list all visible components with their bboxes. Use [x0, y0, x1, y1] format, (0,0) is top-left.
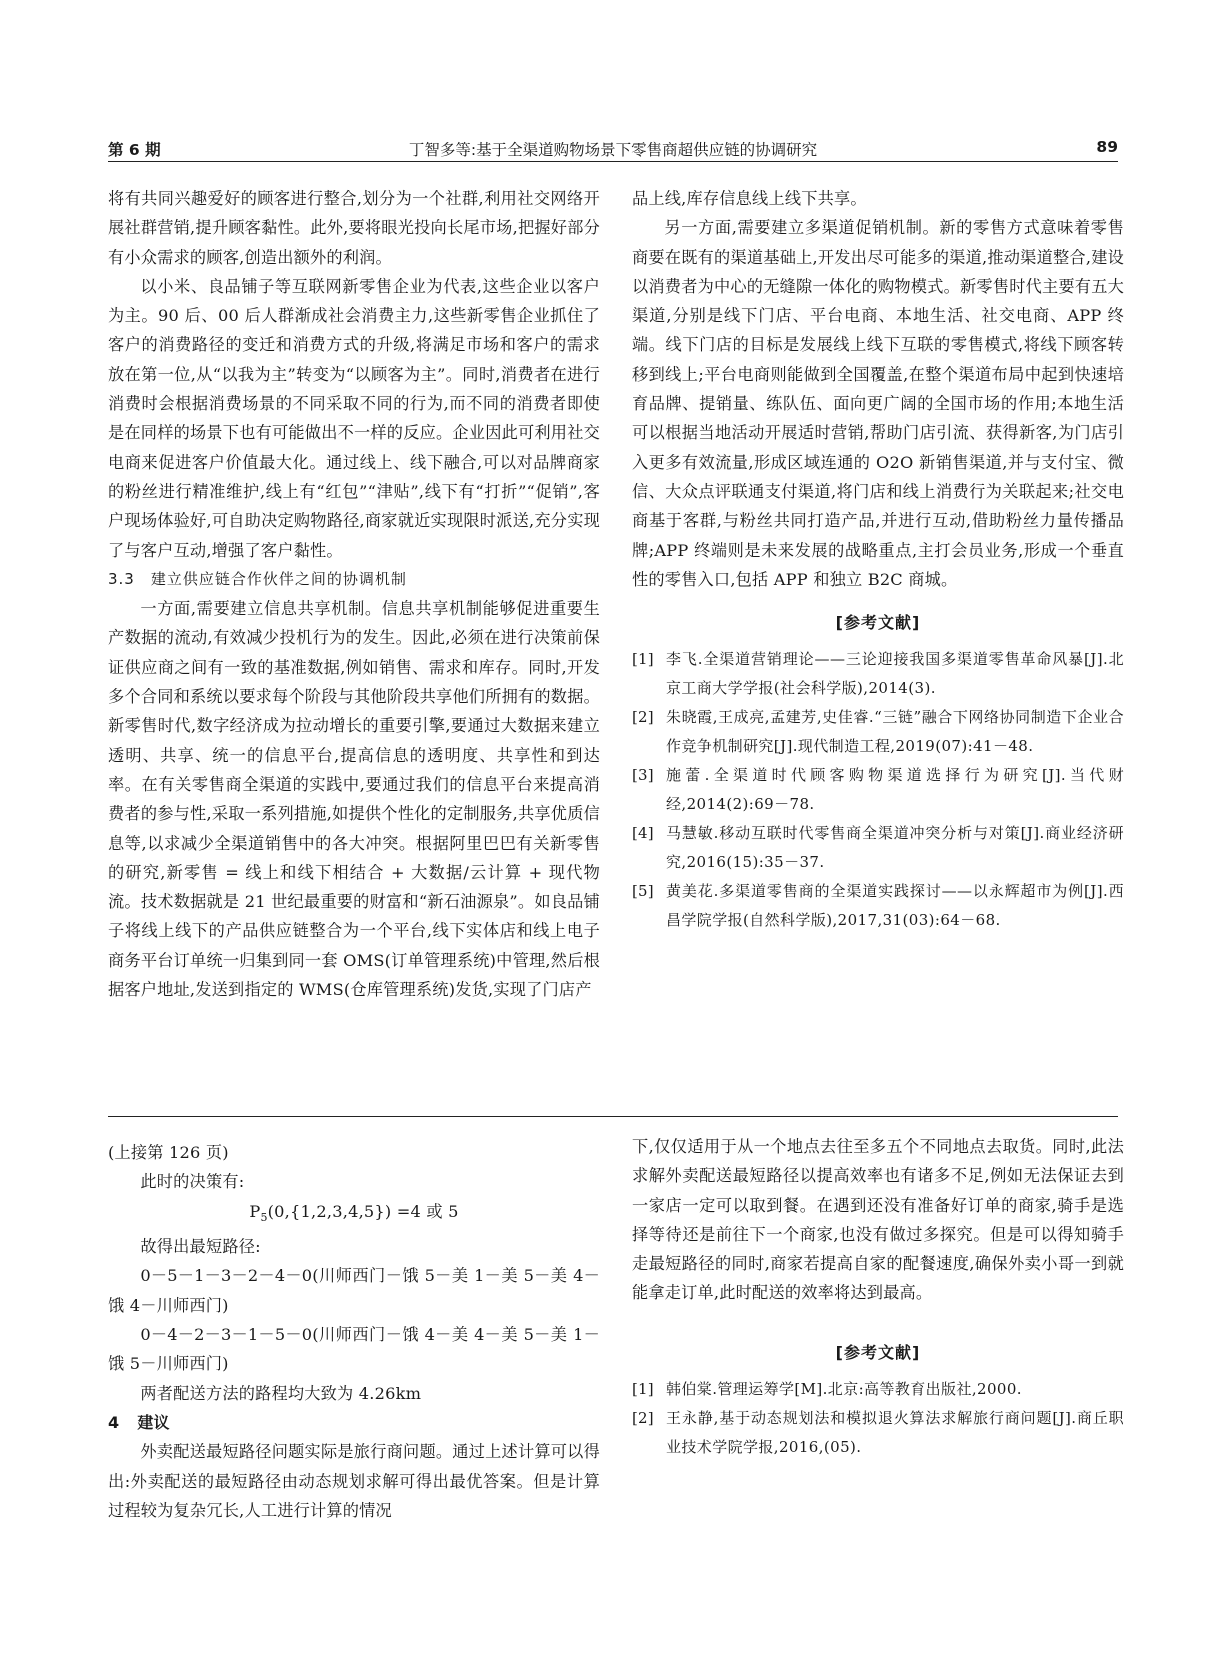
reference-item [632, 1375, 1124, 1404]
paragraph: 故得出最短路径: [140, 1237, 261, 1257]
references-title: [参考文献] [835, 613, 921, 633]
top-left-column [108, 184, 600, 1004]
formula-symbol: P [249, 1201, 261, 1221]
reference-text: 王永静,基于动态规划法和模拟退火算法求解旅行商问题[J].商丘职业技术学院学报,2016,(05). [666, 1409, 1124, 1457]
reference-number: [2] [632, 708, 654, 727]
reference-number: [1] [632, 1380, 654, 1399]
article-divider [108, 1116, 1118, 1117]
section-heading-4 [108, 1408, 600, 1437]
formula-subscript: 5 [260, 1210, 268, 1224]
route-one: 0－5－1－3－2－4－0(川师西门－饿 5－美 1－美 5－美 4－饿 4－川师西门) [108, 1266, 600, 1315]
paragraph: 外卖配送最短路径问题实际是旅行商问题。通过上述计算可以得出:外卖配送的最短路径由动态规划求解可得出最优答案。但是计算过程较为复杂冗长,人工进行计算的情况 [108, 1442, 600, 1520]
issue-number: 第 6 期 [108, 141, 161, 159]
paragraph: 以小米、良品铺子等互联网新零售企业为代表,这些企业以客户为主。90 后、00 后人群渐成社会消费主力,这些新零售企业抓住了客户的消费路径的变迁和消费方式的升级,将满足市场和客户的需求放在第一位,从“以我为主”转变为“以顾客为主”。同时,消费者在进行消费时会根据消费场景的不同采取不同的行为,而不同的消费者即使是在同样的场景下也有可能做出不一样的反应。企业因此可利用社交电商来促进客户价值最大化。通过线上、线下融合,可以对品牌商家的粉丝进行精准维护,线上有“红包”“津贴”,线下有“打折”“促销”,客户现场体验好,可自助决定购物路径,商家就近实现限时派送,充分实现了与客户互动,增强了客户黏性。 [108, 276, 600, 560]
bottom-right-column [632, 1132, 1124, 1462]
running-header [108, 136, 1118, 162]
paragraph: 此时的决策有: [140, 1172, 245, 1192]
paragraph: 另一方面,需要建立多渠道促销机制。新的零售方式意味着零售商要在既有的渠道基础上,开发出尽可能多的渠道,推动渠道整合,建设以消费者为中心的无缝隙一体化的购物模式。新零售时代主要有五大渠道,分别是线下门店、平台电商、本地生活、社交电商、APP 终端。线下门店的目标是发展线上线下互联的零售模式,将线下顾客转移到线上;平台电商则能做到全国覆盖,在整个渠道布局中起到快速培育品牌、提销量、练队伍、面向更广阔的全国市场的作用;本地生活可以根据当地活动开展适时营销,帮助门店引流、获得新客,为门店引入更多有效流量,形成区域连通的 O2O 新销售渠道,并与支付宝、微信、大众点评联通支付渠道,将门店和线上消费行为关联起来;社交电商基于客群,与粉丝共同打造产品,并进行互动,借助粉丝力量传播品牌;APP 终端则是未来发展的战略重点,主打会员业务,形成一个垂直性的零售入口,包括 APP 和独立 B2C 商城。 [632, 218, 1124, 589]
page-number: 89 [1096, 138, 1118, 156]
reference-item [632, 761, 1124, 819]
bottom-left-column [108, 1138, 600, 1525]
reference-number: [2] [632, 1409, 654, 1428]
paragraph: 一方面,需要建立信息共享机制。信息共享机制能够促进重要生产数据的流动,有效减少投机行为的发生。因此,必须在进行决策前保证供应商之间有一致的基准数据,例如销售、需求和库存。同时,开发多个合同和系统以要求每个阶段与其他阶段共享他们所拥有的数据。新零售时代,数字经济成为拉动增长的重要引擎,要通过大数据来建立透明、共享、统一的信息平台,提高信息的透明度、共享性和到达率。在有关零售商全渠道的实践中,要通过我们的信息平台来提高消费者的参与性,采取一系列措施,如提供个性化的定制服务,共享优质信息等,以求减少全渠道销售中的各大冲突。根据阿里巴巴有关新零售的研究,新零售 = 线上和线下相结合 + 大数据/云计算 + 现代物流。技术数据就是 21 世纪最重要的财富和“新石油源泉”。如良品铺子将线上线下的产品供应链整合为一个平台,线下实体店和线上电子商务平台订单统一归集到同一套 OMS(订单管理系统)中管理,然后根据客户地址,发送到指定的 WMS(仓库管理系统)发货,实现了门店产 [108, 599, 600, 1000]
continued-note: (上接第 126 页) [108, 1143, 229, 1162]
reference-text: 马慧敏.移动互联时代零售商全渠道冲突分析与对策[J].商业经济研究,2016(15):35－37. [666, 824, 1124, 872]
reference-number: [1] [632, 650, 654, 669]
reference-item [632, 703, 1124, 761]
reference-item [632, 877, 1124, 935]
reference-number: [5] [632, 882, 654, 901]
reference-item [632, 645, 1124, 703]
reference-number: [3] [632, 766, 654, 785]
reference-text: 李飞.全渠道营销理论——三论迎接我国多渠道零售革命风暴[J].北京工商大学学报(社会科学版),2014(3). [666, 650, 1124, 698]
paragraph: 将有共同兴趣爱好的顾客进行整合,划分为一个社群,利用社交网络开展社群营销,提升顾客黏性。此外,要将眼光投向长尾市场,把握好部分有小众需求的顾客,创造出额外的利润。 [108, 189, 600, 267]
paragraph: 品上线,库存信息线上线下共享。 [632, 189, 867, 208]
reference-list [632, 1375, 1124, 1462]
formula-body: (0,{1,2,3,4,5}) =4 或 5 [267, 1201, 459, 1221]
reference-text: 黄美花.多渠道零售商的全渠道实践探讨——以永辉超市为例[J].西昌学院学报(自然科学版),2017,31(03):64－68. [666, 882, 1124, 930]
reference-list [632, 645, 1124, 935]
running-title: 丁智多等:基于全渠道购物场景下零售商超供应链的协调研究 [408, 141, 818, 159]
references-title: [参考文献] [835, 1342, 921, 1362]
route-two: 0－4－2－3－1－5－0(川师西门－饿 4－美 4－美 5－美 1－饿 5－川师西门) [108, 1325, 600, 1374]
section-number: 4 [108, 1412, 120, 1432]
section-heading-3-3: 3.3 建立供应链合作伙伴之间的协调机制 [108, 569, 407, 588]
reference-text: 韩伯棠.管理运筹学[M].北京:高等教育出版社,2000. [666, 1380, 1022, 1399]
reference-item [632, 819, 1124, 877]
decision-formula [108, 1197, 600, 1233]
reference-item [632, 1404, 1124, 1462]
reference-text: 施蕾.全渠道时代顾客购物渠道选择行为研究[J].当代财经,2014(2):69－78. [666, 766, 1124, 814]
paragraph: 下,仅仅适用于从一个地点去往至多五个不同地点去取货。同时,此法求解外卖配送最短路径以提高效率也有诸多不足,例如无法保证去到一家店一定可以取到餐。在遇到还没有准备好订单的商家,骑手是选择等待还是前往下一个商家,也没有做过多探究。但是可以得知骑手走最短路径的同时,商家若提高自家的配餐速度,确保外卖小哥一到就能拿走订单,此时配送的效率将达到最高。 [632, 1137, 1124, 1303]
reference-number: [4] [632, 824, 654, 843]
paragraph: 两者配送方法的路程均大致为 4.26km [140, 1383, 422, 1403]
top-right-column [632, 184, 1124, 935]
section-title: 建议 [137, 1412, 170, 1432]
reference-text: 朱晓霞,王成亮,孟建芳,史佳睿.“三链”融合下网络协同制造下企业合作竞争机制研究[J].现代制造工程,2019(07):41－48. [666, 708, 1124, 756]
